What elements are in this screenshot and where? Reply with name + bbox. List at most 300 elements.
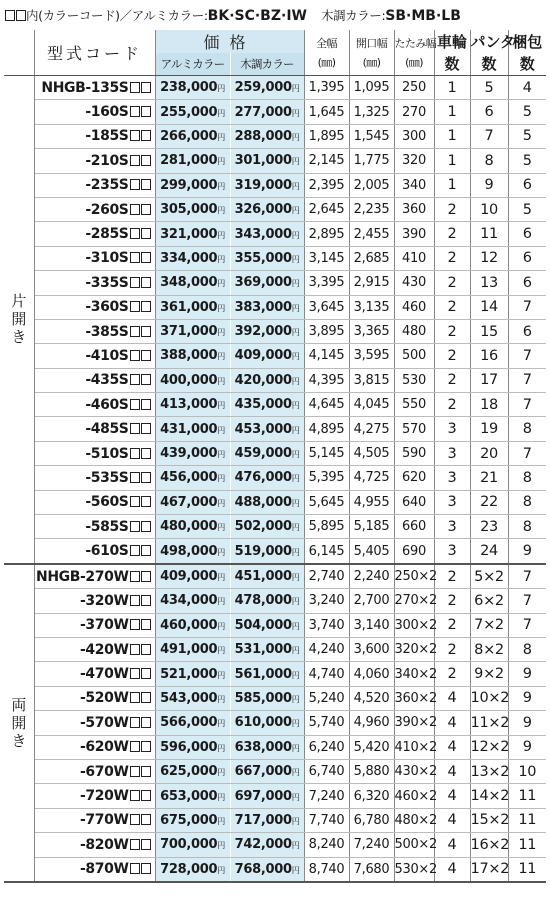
packages-cell: 5 <box>508 100 546 124</box>
packages-cell: 8 <box>508 515 546 539</box>
table-row <box>4 857 546 882</box>
color-code-box <box>141 350 151 361</box>
model-code: -670W <box>34 759 155 783</box>
wheels-cell: 4 <box>434 711 470 735</box>
opening-cell: 2,915 <box>349 271 394 295</box>
table-row <box>4 246 546 270</box>
packages-cell: 4 <box>508 76 546 100</box>
alu-price: 460,000円 <box>155 613 230 637</box>
opening-cell: 5,880 <box>349 759 394 783</box>
alu-price: 566,000円 <box>155 711 230 735</box>
model-code: -320W <box>34 589 155 613</box>
color-code-box <box>130 814 140 825</box>
wood-price: 697,000円 <box>230 784 304 808</box>
wheels-cell: 2 <box>434 637 470 661</box>
model-code: -210S <box>34 149 155 173</box>
folded-cell: 300×2 <box>394 613 434 637</box>
opening-cell: 4,060 <box>349 662 394 686</box>
opening-cell: 7,240 <box>349 833 394 857</box>
packages-cell: 11 <box>508 784 546 808</box>
wheels-header: 車輪 数 <box>434 30 470 76</box>
color-code-box <box>141 277 151 288</box>
packages-cell: 5 <box>508 149 546 173</box>
width-cell: 2,395 <box>304 173 349 197</box>
table-row <box>4 490 546 514</box>
panta-cell: 16×2 <box>470 833 508 857</box>
table-row <box>4 319 546 343</box>
packages-cell: 7 <box>508 295 546 319</box>
table-row <box>4 637 546 661</box>
model-code: -770W <box>34 808 155 832</box>
table-row <box>4 441 546 465</box>
opening-cell: 1,775 <box>349 149 394 173</box>
group-label-char: 両 <box>11 695 27 714</box>
wheels-cell: 1 <box>434 76 470 100</box>
model-code: -360S <box>34 295 155 319</box>
panta-cell: 20 <box>470 441 508 465</box>
color-code-box <box>130 692 140 703</box>
opening-cell: 2,235 <box>349 197 394 221</box>
table-row <box>4 589 546 613</box>
group-label-char: き <box>11 731 27 750</box>
table-row <box>4 613 546 637</box>
wood-price: 768,000円 <box>230 857 304 882</box>
panta-cell: 12×2 <box>470 735 508 759</box>
color-code-box <box>130 448 140 459</box>
wood-price: 319,000円 <box>230 173 304 197</box>
panta-cell: 8 <box>470 149 508 173</box>
color-code-box <box>141 814 151 825</box>
color-code-box <box>130 619 140 630</box>
width-cell: 3,740 <box>304 613 349 637</box>
packages-cell: 9 <box>508 711 546 735</box>
color-code-box <box>130 644 140 655</box>
model-code: -585S <box>34 515 155 539</box>
opening-cell: 4,505 <box>349 441 394 465</box>
color-code-box <box>141 106 151 117</box>
wheels-cell: 2 <box>434 246 470 270</box>
model-code: -620W <box>34 735 155 759</box>
wood-price: 742,000円 <box>230 833 304 857</box>
packages-cell: 5 <box>508 197 546 221</box>
color-code-box <box>141 374 151 385</box>
model-code: -285S <box>34 222 155 246</box>
panta-cell: 15×2 <box>470 808 508 832</box>
color-code-box <box>130 790 140 801</box>
color-code-box <box>141 545 151 556</box>
opening-cell: 3,600 <box>349 637 394 661</box>
table-row <box>4 271 546 295</box>
width-cell: 3,395 <box>304 271 349 295</box>
folded-cell: 690 <box>394 539 434 564</box>
folded-header: たたみ幅 (㎜) <box>394 30 434 76</box>
model-code: -820W <box>34 833 155 857</box>
table-row <box>4 295 546 319</box>
folded-cell: 390×2 <box>394 711 434 735</box>
opening-header: 開口幅 (㎜) <box>349 30 394 76</box>
alu-price: 431,000円 <box>155 417 230 441</box>
color-code-box <box>141 448 151 459</box>
color-code-box <box>130 668 140 679</box>
panta-cell: 19 <box>470 417 508 441</box>
model-code: -485S <box>34 417 155 441</box>
packages-cell: 9 <box>508 735 546 759</box>
table-row <box>4 197 546 221</box>
alu-price: 334,000円 <box>155 246 230 270</box>
color-code-box <box>130 130 140 141</box>
model-code: -310S <box>34 246 155 270</box>
table-row <box>4 222 546 246</box>
wheels-cell: 1 <box>434 124 470 148</box>
color-code-box <box>130 106 140 117</box>
alu-price: 409,000円 <box>155 564 230 589</box>
panta-cell: 17 <box>470 368 508 392</box>
wood-price: 667,000円 <box>230 759 304 783</box>
width-cell: 1,395 <box>304 76 349 100</box>
wheels-cell: 4 <box>434 759 470 783</box>
alu-color-codes: BK·SC·BZ·IW <box>207 8 307 24</box>
color-code-box <box>130 277 140 288</box>
color-code-box <box>141 399 151 410</box>
panta-cell: 6×2 <box>470 589 508 613</box>
wood-price: 585,000円 <box>230 686 304 710</box>
color-code-box <box>141 741 151 752</box>
folded-cell: 550 <box>394 393 434 417</box>
packages-cell: 7 <box>508 344 546 368</box>
opening-cell: 5,420 <box>349 735 394 759</box>
group-label <box>4 564 34 882</box>
wood-price: 301,000円 <box>230 149 304 173</box>
width-cell: 6,740 <box>304 759 349 783</box>
opening-cell: 6,320 <box>349 784 394 808</box>
table-row <box>4 393 546 417</box>
table-row <box>4 808 546 832</box>
packages-header: 梱包 数 <box>508 30 546 76</box>
wheels-cell: 2 <box>434 393 470 417</box>
folded-cell: 500×2 <box>394 833 434 857</box>
alu-price: 596,000円 <box>155 735 230 759</box>
packages-cell: 6 <box>508 271 546 295</box>
packages-cell: 7 <box>508 441 546 465</box>
packages-cell: 9 <box>508 662 546 686</box>
panta-cell: 13×2 <box>470 759 508 783</box>
wheels-cell: 4 <box>434 808 470 832</box>
panta-cell: 9×2 <box>470 662 508 686</box>
wood-price: 355,000円 <box>230 246 304 270</box>
width-cell: 3,645 <box>304 295 349 319</box>
packages-cell: 11 <box>508 833 546 857</box>
panta-cell: 22 <box>470 490 508 514</box>
wood-color-codes: SB·MB·LB <box>385 8 461 24</box>
wood-price: 488,000円 <box>230 490 304 514</box>
width-cell: 7,740 <box>304 808 349 832</box>
color-code-note <box>4 3 546 29</box>
code-header: 型式コード <box>34 30 155 76</box>
model-code: -160S <box>34 100 155 124</box>
wheels-cell: 1 <box>434 149 470 173</box>
alu-price: 498,000円 <box>155 539 230 564</box>
opening-cell: 1,325 <box>349 100 394 124</box>
wheels-cell: 3 <box>434 490 470 514</box>
panta-cell: 11×2 <box>470 711 508 735</box>
opening-cell: 3,135 <box>349 295 394 319</box>
panta-cell: 7 <box>470 124 508 148</box>
wheels-cell: 4 <box>434 833 470 857</box>
width-cell: 5,240 <box>304 686 349 710</box>
wheels-cell: 3 <box>434 441 470 465</box>
wheels-cell: 2 <box>434 344 470 368</box>
color-code-box <box>141 326 151 337</box>
width-cell: 3,895 <box>304 319 349 343</box>
opening-cell: 7,680 <box>349 857 394 882</box>
packages-cell: 6 <box>508 319 546 343</box>
wheels-cell: 2 <box>434 295 470 319</box>
folded-cell: 430 <box>394 271 434 295</box>
panta-cell: 21 <box>470 466 508 490</box>
opening-cell: 4,725 <box>349 466 394 490</box>
color-code-box <box>130 472 140 483</box>
opening-cell: 2,455 <box>349 222 394 246</box>
color-code-box <box>141 496 151 507</box>
model-code: NHGB-135S <box>34 76 155 100</box>
folded-cell: 410 <box>394 246 434 270</box>
model-code: -235S <box>34 173 155 197</box>
model-code: -720W <box>34 784 155 808</box>
color-code-box <box>141 130 151 141</box>
alu-price: 491,000円 <box>155 637 230 661</box>
wood-price: 369,000円 <box>230 271 304 295</box>
panta-cell: 12 <box>470 246 508 270</box>
wheels-cell: 3 <box>434 539 470 564</box>
color-code-box <box>130 374 140 385</box>
packages-cell: 9 <box>508 686 546 710</box>
folded-cell: 590 <box>394 441 434 465</box>
table-row <box>4 564 546 589</box>
packages-cell: 7 <box>508 393 546 417</box>
width-cell: 5,740 <box>304 711 349 735</box>
panta-header: パンタ 数 <box>470 30 508 76</box>
opening-cell: 5,405 <box>349 539 394 564</box>
folded-cell: 360×2 <box>394 686 434 710</box>
group-label-char: 開 <box>11 713 27 732</box>
wheels-cell: 1 <box>434 100 470 124</box>
color-code-box <box>141 717 151 728</box>
color-code-box <box>130 326 140 337</box>
wood-price: 259,000円 <box>230 76 304 100</box>
color-code-box <box>141 644 151 655</box>
color-code-box <box>141 521 151 532</box>
wheels-cell: 2 <box>434 222 470 246</box>
wood-price: 453,000円 <box>230 417 304 441</box>
packages-cell: 7 <box>508 564 546 589</box>
alu-price: 238,000円 <box>155 76 230 100</box>
model-code: -470W <box>34 662 155 686</box>
alu-price: 413,000円 <box>155 393 230 417</box>
packages-cell: 6 <box>508 173 546 197</box>
alu-price: 266,000円 <box>155 124 230 148</box>
width-cell: 7,240 <box>304 784 349 808</box>
wheels-cell: 3 <box>434 417 470 441</box>
table-row <box>4 711 546 735</box>
group-header-corner <box>4 30 34 76</box>
color-code-box <box>130 839 140 850</box>
wheels-cell: 2 <box>434 197 470 221</box>
wood-price: 326,000円 <box>230 197 304 221</box>
model-code: -335S <box>34 271 155 295</box>
color-code-box <box>141 692 151 703</box>
wheels-cell: 2 <box>434 662 470 686</box>
alu-price: 255,000円 <box>155 100 230 124</box>
width-cell: 5,895 <box>304 515 349 539</box>
width-cell: 2,740 <box>304 564 349 589</box>
width-cell: 2,895 <box>304 222 349 246</box>
opening-cell: 3,140 <box>349 613 394 637</box>
alu-price: 700,000円 <box>155 833 230 857</box>
group-label <box>4 76 34 564</box>
wood-price: 288,000円 <box>230 124 304 148</box>
wood-price: 638,000円 <box>230 735 304 759</box>
wood-price: 531,000円 <box>230 637 304 661</box>
wheels-cell: 4 <box>434 686 470 710</box>
panta-cell: 9 <box>470 173 508 197</box>
opening-cell: 1,095 <box>349 76 394 100</box>
panta-cell: 14 <box>470 295 508 319</box>
wheels-cell: 2 <box>434 319 470 343</box>
model-code: -610S <box>34 539 155 564</box>
opening-cell: 3,365 <box>349 319 394 343</box>
folded-cell: 660 <box>394 515 434 539</box>
folded-cell: 410×2 <box>394 735 434 759</box>
alu-price: 371,000円 <box>155 319 230 343</box>
wood-price: 409,000円 <box>230 344 304 368</box>
panta-cell: 16 <box>470 344 508 368</box>
width-cell: 1,645 <box>304 100 349 124</box>
model-code: -435S <box>34 368 155 392</box>
panta-cell: 17×2 <box>470 857 508 882</box>
panta-cell: 10×2 <box>470 686 508 710</box>
color-code-box <box>141 301 151 312</box>
color-code-box <box>130 301 140 312</box>
panta-cell: 13 <box>470 271 508 295</box>
folded-cell: 250 <box>394 76 434 100</box>
folded-cell: 270 <box>394 100 434 124</box>
color-code-box <box>141 204 151 215</box>
table-row <box>4 539 546 564</box>
wood-price: 502,000円 <box>230 515 304 539</box>
folded-cell: 500 <box>394 344 434 368</box>
folded-cell: 620 <box>394 466 434 490</box>
color-code-box <box>130 595 140 606</box>
alu-price: 388,000円 <box>155 344 230 368</box>
panta-cell: 7×2 <box>470 613 508 637</box>
packages-cell: 7 <box>508 613 546 637</box>
folded-cell: 460 <box>394 295 434 319</box>
folded-cell: 480 <box>394 319 434 343</box>
alu-price: 625,000円 <box>155 759 230 783</box>
panta-cell: 6 <box>470 100 508 124</box>
group-label-char: き <box>11 328 27 347</box>
folded-cell: 340×2 <box>394 662 434 686</box>
color-code-box <box>141 766 151 777</box>
color-code-box <box>141 82 151 93</box>
alu-price: 305,000円 <box>155 197 230 221</box>
alu-price: 521,000円 <box>155 662 230 686</box>
color-code-box <box>5 10 15 21</box>
packages-cell: 11 <box>508 808 546 832</box>
width-cell: 5,645 <box>304 490 349 514</box>
opening-cell: 4,955 <box>349 490 394 514</box>
folded-cell: 300 <box>394 124 434 148</box>
width-cell: 1,895 <box>304 124 349 148</box>
color-code-box <box>141 619 151 630</box>
packages-cell: 6 <box>508 222 546 246</box>
color-code-box <box>130 82 140 93</box>
table-row <box>4 784 546 808</box>
color-code-box <box>130 204 140 215</box>
wood-price: 435,000円 <box>230 393 304 417</box>
folded-cell: 460×2 <box>394 784 434 808</box>
wheels-cell: 2 <box>434 368 470 392</box>
wood-price: 504,000円 <box>230 613 304 637</box>
price-spec-table <box>4 30 546 883</box>
opening-cell: 4,520 <box>349 686 394 710</box>
width-cell: 4,240 <box>304 637 349 661</box>
model-code: -260S <box>34 197 155 221</box>
model-code: -510S <box>34 441 155 465</box>
alu-price: 321,000円 <box>155 222 230 246</box>
group-label-char: 片 <box>11 292 27 311</box>
wood-price: 478,000円 <box>230 589 304 613</box>
alu-price: 480,000円 <box>155 515 230 539</box>
opening-cell: 3,595 <box>349 344 394 368</box>
color-code-box <box>130 252 140 263</box>
wheels-cell: 2 <box>434 589 470 613</box>
price-header: 価格 <box>155 30 304 53</box>
model-code: NHGB-270W <box>34 564 155 589</box>
wheels-cell: 2 <box>434 271 470 295</box>
width-cell: 2,145 <box>304 149 349 173</box>
color-code-box <box>130 496 140 507</box>
panta-cell: 24 <box>470 539 508 564</box>
model-code: -185S <box>34 124 155 148</box>
opening-cell: 2,005 <box>349 173 394 197</box>
folded-cell: 250×2 <box>394 564 434 589</box>
color-code-box <box>141 179 151 190</box>
panta-cell: 14×2 <box>470 784 508 808</box>
width-cell: 3,145 <box>304 246 349 270</box>
table-row <box>4 686 546 710</box>
packages-cell: 9 <box>508 539 546 564</box>
color-code-box <box>130 155 140 166</box>
color-code-box <box>141 423 151 434</box>
panta-cell: 15 <box>470 319 508 343</box>
alu-price-header: アルミカラー <box>155 53 230 76</box>
model-code: -520W <box>34 686 155 710</box>
wood-price: 717,000円 <box>230 808 304 832</box>
packages-cell: 8 <box>508 490 546 514</box>
panta-cell: 23 <box>470 515 508 539</box>
alu-price: 400,000円 <box>155 368 230 392</box>
wood-price: 277,000円 <box>230 100 304 124</box>
packages-cell: 8 <box>508 466 546 490</box>
group-label-char: 開 <box>11 310 27 329</box>
model-code: -420W <box>34 637 155 661</box>
wood-price: 459,000円 <box>230 441 304 465</box>
alu-price: 653,000円 <box>155 784 230 808</box>
folded-cell: 430×2 <box>394 759 434 783</box>
color-code-box <box>130 545 140 556</box>
wood-price: 519,000円 <box>230 539 304 564</box>
